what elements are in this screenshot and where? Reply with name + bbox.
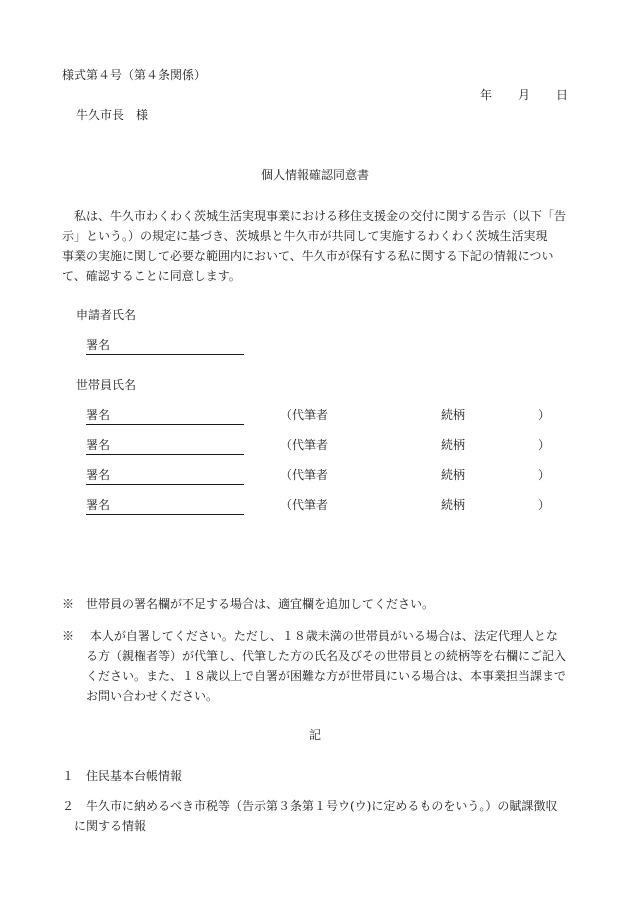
household-signature-field[interactable]: 署名 — [86, 496, 244, 515]
list-item — [62, 796, 557, 836]
note-2 — [62, 626, 566, 706]
close-paren: ） — [538, 498, 551, 512]
note-1 — [62, 594, 434, 614]
applicant-label: 申請者氏名 — [76, 308, 137, 322]
household-signature-field[interactable]: 署名 — [86, 466, 244, 485]
proxy-label: （代筆者 — [280, 498, 329, 512]
item-line: １ 住民基本台帳情報 — [62, 769, 183, 783]
proxy-label: （代筆者 — [280, 438, 329, 452]
proxy-label: （代筆者 — [280, 408, 329, 422]
note-line: ください。また、１８歳以上で自署が困難な方が世帯員にいる場合は、本事業担当課まで — [62, 669, 567, 683]
date-year: 年 — [480, 88, 493, 102]
item-line: ２ 牛久市に納めるべき市税等（告示第３条第１号ウ(ウ)に定めるものをいう。）の賦課徴収 — [62, 799, 558, 813]
proxy-label: （代筆者 — [280, 468, 329, 482]
intro-line: 私は、牛久市わくわく茨城生活実現事業における移住支援金の交付に関する告示（以下「告 — [62, 209, 567, 223]
close-paren: ） — [538, 438, 551, 452]
relationship-label: 続柄 — [441, 438, 466, 452]
intro-paragraph — [62, 206, 566, 286]
note-line: ※ 世帯員の署名欄が不足する場合は、適宜欄を追加してください。 — [62, 597, 435, 611]
date-day: 日 — [556, 88, 569, 102]
date-month: 月 — [518, 88, 531, 102]
item-line: に関する情報 — [62, 819, 147, 833]
form-number: 様式第４号（第４条関係） — [62, 68, 207, 82]
list-item — [62, 766, 182, 786]
note-line: お問い合わせください。 — [62, 689, 219, 703]
close-paren: ） — [538, 408, 551, 422]
intro-line: て、確認することに同意します。 — [62, 269, 241, 283]
close-paren: ） — [538, 468, 551, 482]
relationship-label: 続柄 — [441, 468, 466, 482]
note-line: る方（親権者等）が代筆し、代筆した方の氏名及びその世帯員との続柄等を右欄にご記入 — [62, 649, 567, 663]
household-signature-field[interactable]: 署名 — [86, 436, 244, 455]
intro-line: 事業の実施に関して必要な範囲内において、牛久市が保有する私に関する下記の情報につい — [62, 249, 554, 263]
household-label: 世帯員氏名 — [76, 378, 137, 392]
intro-line: 示」という。）の規定に基づき、茨城県と牛久市が共同して実施するわくわく茨城生活実現 — [62, 229, 548, 243]
applicant-signature-field[interactable]: 署名 — [86, 336, 244, 355]
relationship-label: 続柄 — [441, 408, 466, 422]
relationship-label: 続柄 — [441, 498, 466, 512]
ki-heading: 記 — [308, 728, 321, 742]
note-line: ※ 本人が自署してください。ただし、１８歳未満の世帯員がいる場合は、法定代理人とな — [62, 629, 558, 643]
document-title: 個人情報確認同意書 — [260, 168, 369, 182]
household-signature-field[interactable]: 署名 — [86, 406, 244, 425]
addressee: 牛久市長 様 — [76, 108, 149, 122]
